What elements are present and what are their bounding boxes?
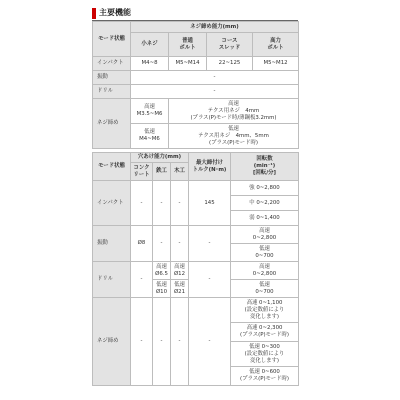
cell-value: 低速 M4~M6 (131, 124, 169, 149)
speed-cell: 低速 0~600 (プラス(P)モード時) (231, 367, 299, 386)
cell-value: 低速 Ø10 (153, 280, 171, 298)
cell-value: - (171, 298, 189, 386)
mode-screw: ネジ締め (93, 99, 131, 149)
cell-value: - (153, 226, 171, 262)
section-title: 主要機能 (99, 8, 131, 17)
table-row (93, 262, 299, 280)
section-header (92, 7, 298, 21)
col-header-coarse-thread: コース スレッド (207, 33, 253, 57)
speed-cell: 高速 0~2,300 (プラス(P)モード時) (231, 323, 299, 342)
cell-value: - (131, 298, 153, 386)
speed-cell: 低速 0~700 (231, 244, 299, 262)
col-header-bolt: 普通 ボルト (169, 33, 207, 57)
mode-impact: インパクト (93, 57, 131, 71)
table1-mode-header: モード状態 (93, 22, 131, 57)
table-row (93, 57, 299, 71)
speed-cell: 中 0~2,200 (231, 196, 299, 211)
mode-vibration: 振動 (93, 226, 131, 262)
mode-impact: インパクト (93, 181, 131, 226)
speed-cell: 強 0~2,800 (231, 181, 299, 196)
speed-cell: 弱 0~1,400 (231, 211, 299, 226)
cell-value: 145 (189, 181, 231, 226)
table-row (93, 298, 299, 323)
table-row (93, 99, 299, 124)
cell-value: M4~8 (131, 57, 169, 71)
cell-value: Ø8 (131, 226, 153, 262)
col-header-small-screw: 小ネジ (131, 33, 169, 57)
screw-capacity-table (92, 21, 299, 149)
cell-value: - (131, 71, 299, 85)
col-header-wood: 木工 (171, 163, 189, 181)
col-header-steel: 鉄工 (153, 163, 171, 181)
spec-table (92, 152, 299, 386)
mode-drill: ドリル (93, 85, 131, 99)
cell-value: 高速 Ø6.5 (153, 262, 171, 280)
mode-drill: ドリル (93, 262, 131, 298)
table-row (93, 85, 299, 99)
cell-value: M5~M12 (253, 57, 299, 71)
cell-value: - (189, 226, 231, 262)
speed-cell: 高速 0~1,100 (設定数値により 変化します) (231, 298, 299, 323)
speed-cell: 低速 0~700 (231, 280, 299, 298)
cell-value: 高速 M3.5~M6 (131, 99, 169, 124)
cell-value: - (153, 298, 171, 386)
speed-cell: 高速 0~2,800 (231, 262, 299, 280)
section-marker (92, 8, 96, 19)
table-row (93, 226, 299, 244)
col-header-concrete: コンク リート (131, 163, 153, 181)
cell-value: 高速 Ø12 (171, 262, 189, 280)
cell-value: 低速 テクス用ネジ 4mm、5mm (プラス(P)モード時) (169, 124, 299, 149)
cell-value: 低速 Ø21 (171, 280, 189, 298)
cell-value: - (171, 226, 189, 262)
cell-value: - (131, 85, 299, 99)
speed-cell: 高速 0~2,800 (231, 226, 299, 244)
cell-value: - (131, 181, 153, 226)
table2-mode-header: モード状態 (93, 153, 131, 181)
table1-group-header: ネジ締め能力(mm) (131, 22, 299, 33)
cell-value: - (189, 298, 231, 386)
table-row (93, 181, 299, 196)
table2-speed-header: 回転数 (min⁻¹) [回転/分] (231, 153, 299, 181)
mode-screw: ネジ締め (93, 298, 131, 386)
cell-value: - (131, 262, 153, 298)
speed-cell: 低速 0~300 (設定数値により 変化します) (231, 342, 299, 367)
col-header-high-strength-bolt: 高力 ボルト (253, 33, 299, 57)
cell-value: - (189, 262, 231, 298)
cell-value: - (171, 181, 189, 226)
cell-value: 高速 テクス用ネジ 4mm (プラス(P)モード時/薄鋼板3.2mm) (169, 99, 299, 124)
table2-capacity-header: 穴あけ能力(mm) (131, 153, 189, 163)
cell-value: 22~125 (207, 57, 253, 71)
cell-value: M5~M14 (169, 57, 207, 71)
table-row (93, 71, 299, 85)
cell-value: - (153, 181, 171, 226)
table2-torque-header: 最大締付け トルク(N･m) (189, 153, 231, 181)
mode-vibration: 振動 (93, 71, 131, 85)
